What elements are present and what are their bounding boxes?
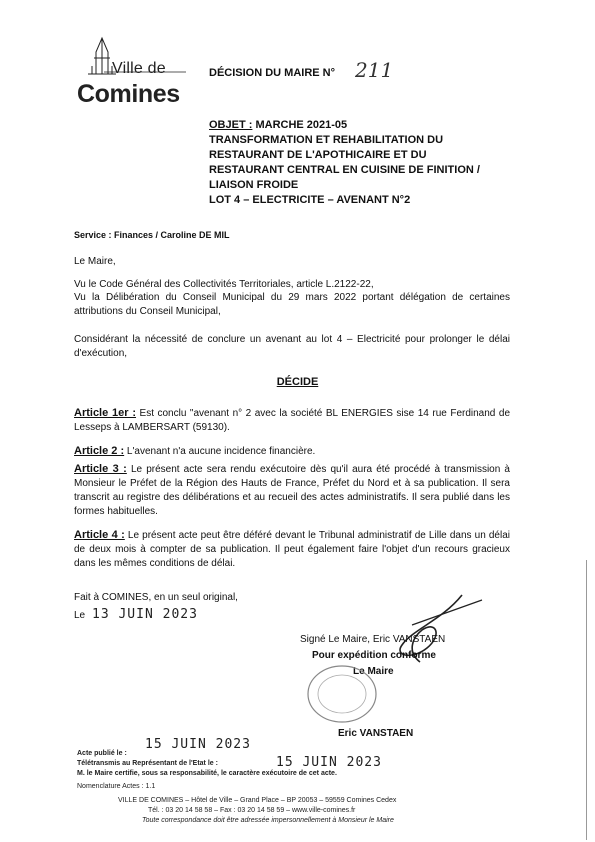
article-label: Article 3 : [74, 463, 127, 475]
footer-correspondence: Toute correspondance doit être adressée impersonnellement à Monsieur le Maire [142, 817, 394, 824]
decide-heading: DÉCIDE [276, 376, 319, 388]
signature-le-maire: Le Maire [353, 666, 394, 677]
le-maire-text: Le Maire, [74, 256, 116, 267]
article-label: Article 4 : [74, 529, 125, 541]
article-text: Le présent acte sera rendu exécutoire dès qu'il aura été procédé à transmission à Monsieur le Préfet de la Région des Hauts de France, Préfet du Nord et à sa publication. Il sera transcrit au registre des délibérations et au recueil des actes administratifs. Il sera publié dans les formes habituelles. [74, 464, 510, 517]
certification-text: M. le Maire certifie, sous sa responsabilité, le caractère exécutoire de cet acte. [77, 770, 337, 777]
article-label: Article 2 : [74, 445, 125, 457]
article-4 [74, 528, 510, 571]
fait-a-text: Fait à COMINES, en un seul original, [74, 592, 238, 603]
pour-expedition: Pour expédition conforme [312, 650, 436, 661]
objet-line: RESTAURANT CENTRAL EN CUISINE DE FINITION / [209, 164, 480, 176]
decision-number: 211 [355, 58, 394, 82]
le-label: Le [74, 610, 86, 621]
logo-city-prefix: Ville de [112, 60, 166, 77]
objet-title: MARCHE 2021-05 [255, 119, 348, 131]
mayor-name: Eric VANSTAEN [338, 728, 414, 739]
article-label: Article 1er : [74, 407, 137, 419]
decision-title: DÉCISION DU MAIRE N° [209, 67, 336, 79]
logo-city-name: Comines [77, 80, 180, 108]
objet-line: LOT 4 – ELECTRICITE – AVENANT N°2 [209, 194, 411, 206]
footer-contact: Tél. : 03 20 14 58 58 – Fax : 03 20 14 58 59 – www.ville-comines.fr [148, 807, 356, 814]
nomenclature-text: Nomenclature Actes : 1.1 [77, 783, 156, 790]
teletransmission-date-stamp: 15 JUIN 2023 [276, 755, 382, 770]
vu-deliberation-text: Vu la Délibération du Conseil Municipal du 29 mars 2022 portant délégation de certaines attributions du Conseil Municipal, [74, 292, 510, 317]
article-text: Le présent acte peut être déféré devant le Tribunal administratif de Lille dans un délai de deux mois à compter de sa publication. Il peut également faire l'objet d'un recours gracieux dans les mêmes conditions de délai. [74, 530, 510, 569]
considerant-text: Considérant la nécessité de conclure un avenant au lot 4 – Electricité pour prolonger le délai d'exécution, [74, 334, 510, 359]
article-text: Est conclu "avenant n° 2 avec la société BL ENERGIES sise 14 rue Ferdinand de Lesseps à LAMBERSART (59130). [74, 408, 511, 433]
article-3 [74, 462, 510, 519]
article-1 [74, 406, 510, 435]
publication-date-stamp: 15 JUIN 2023 [145, 737, 251, 752]
signe-le-maire: Signé Le Maire, Eric VANSTAEN [300, 634, 446, 645]
acte-publie-label: Acte publié le : [77, 750, 127, 757]
vu-code-text: Vu le Code Général des Collectivités Territoriales, article L.2122-22, [74, 279, 374, 290]
article-2 [74, 444, 510, 459]
date-stamp: 13 JUIN 2023 [92, 607, 198, 622]
article-text: L'avenant n'a aucune incidence financière. [124, 446, 316, 457]
objet-block [209, 118, 509, 208]
scan-margin-line [586, 560, 587, 840]
objet-line: TRANSFORMATION ET REHABILITATION DU [209, 134, 444, 146]
city-logo [74, 30, 194, 110]
service-line: Service : Finances / Caroline DE MIL [74, 230, 230, 240]
objet-line: LIAISON FROIDE [209, 179, 299, 191]
objet-line: RESTAURANT DE L'APOTHICAIRE ET DU [209, 149, 427, 161]
objet-label: OBJET : [209, 119, 253, 131]
footer-address: VILLE DE COMINES – Hôtel de Ville – Grand Place – BP 20053 – 59559 Comines Cedex [118, 797, 397, 804]
teletransmis-label: Télétransmis au Représentant de l'Etat le : [77, 760, 218, 767]
official-seal-icon [300, 662, 380, 726]
